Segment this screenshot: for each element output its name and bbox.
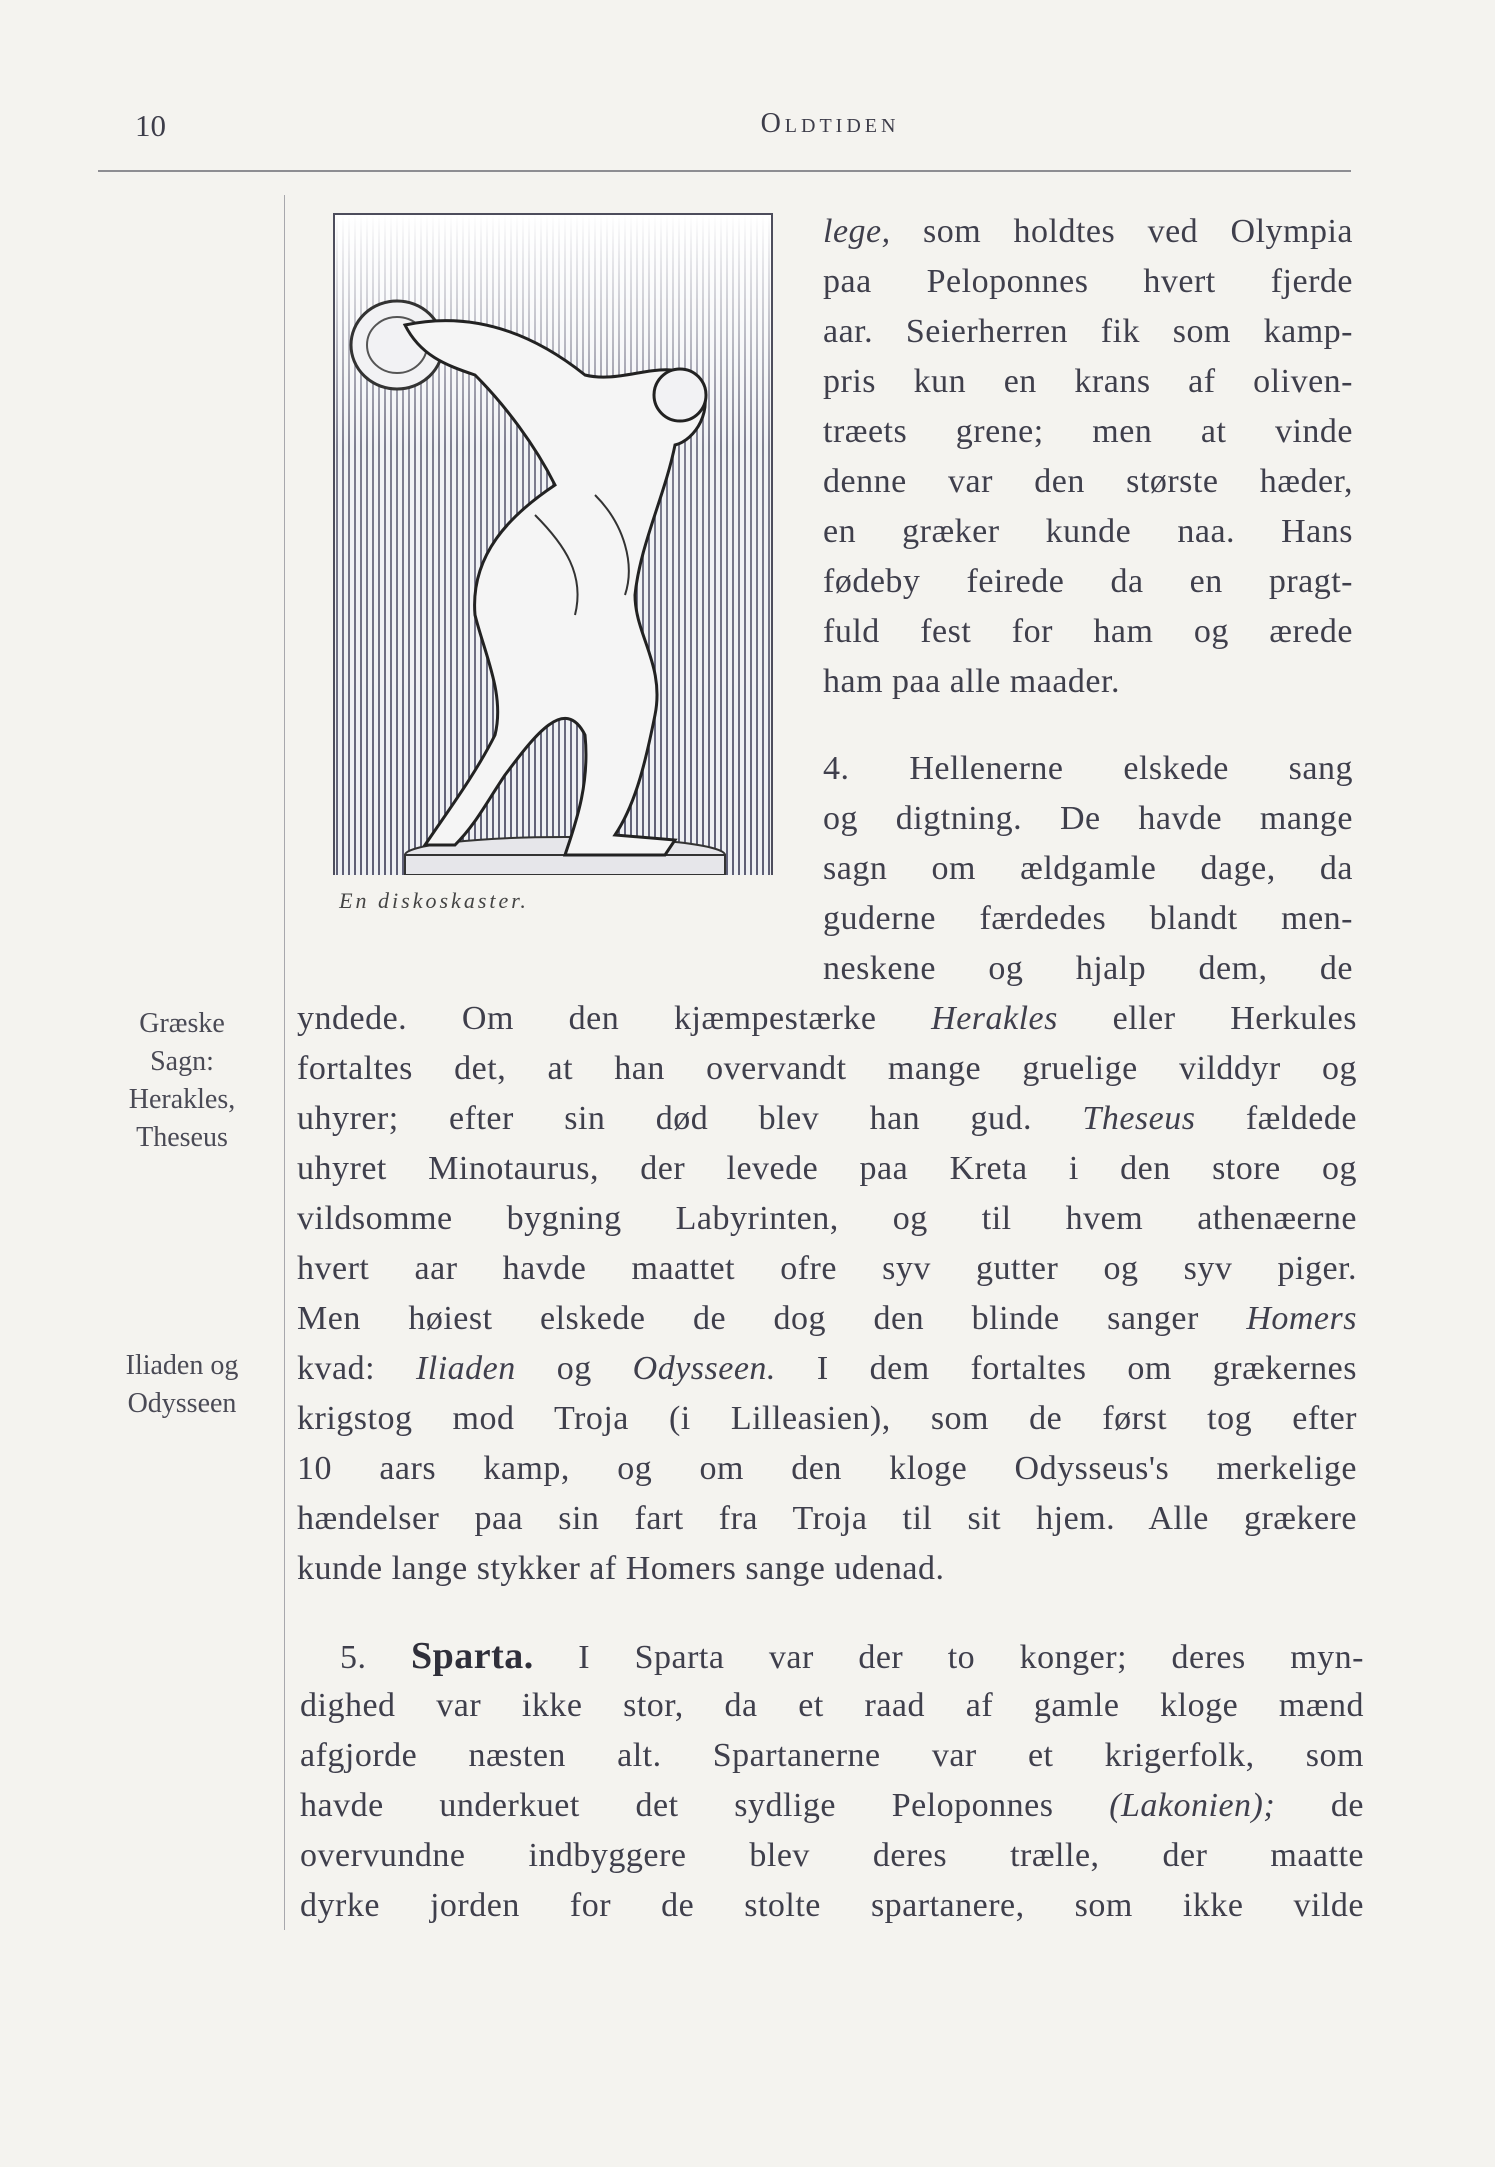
text-line: hændelser paa sin fart fra Troja til sit hjem. Alle grækere xyxy=(297,1500,1357,1537)
text-line: hvert aar havde maattet ofre syv gutter og syv piger. xyxy=(297,1250,1357,1287)
text-line xyxy=(823,207,1353,257)
text-line: ham paa alle maader. xyxy=(823,663,1120,700)
side-note-line: Odysseen xyxy=(127,1388,237,1419)
side-note-herakles-theseus xyxy=(97,1005,267,1157)
italic-word: Homers xyxy=(1246,1300,1357,1337)
section-heading: Sparta. xyxy=(411,1635,534,1677)
text-line: en græker kunde naa. Hans xyxy=(823,513,1353,550)
italic-word: Odysseen. xyxy=(632,1350,776,1387)
side-note-iliaden-odysseen xyxy=(97,1347,267,1423)
side-note-line: Iliaden og xyxy=(125,1350,239,1381)
text-line: krigstog mod Troja (i Lilleasien), som de først tog efter xyxy=(297,1400,1357,1437)
margin-line xyxy=(284,195,285,1930)
text-line: kunde lange stykker af Homers sange udenad. xyxy=(297,1550,945,1587)
italic-word: lege, xyxy=(823,213,891,250)
side-note-line: Theseus xyxy=(136,1122,228,1153)
text-span: de xyxy=(1275,1787,1364,1824)
text-line: 4. Hellenerne elskede sang xyxy=(823,750,1353,787)
figure xyxy=(333,213,773,888)
text-span: 5. xyxy=(340,1639,411,1676)
text-line xyxy=(297,1344,1357,1394)
page-number: 10 xyxy=(135,108,166,143)
figure-frame xyxy=(333,213,773,875)
italic-word: Iliaden xyxy=(415,1350,516,1387)
text-line: dighed var ikke stor, da et raad af gamle kloge mænd xyxy=(300,1687,1364,1724)
running-head: Oldtiden xyxy=(760,108,900,139)
text-span: og xyxy=(515,1350,633,1387)
figure-caption-text: En diskoskaster. xyxy=(339,888,529,913)
text-line: vildsomme bygning Labyrinten, og til hvem athenæerne xyxy=(297,1200,1357,1237)
text-line: sagn om ældgamle dage, da xyxy=(823,850,1353,887)
text-span: Men høiest elskede de dog den blinde sanger xyxy=(297,1300,1247,1337)
italic-word: Herakles xyxy=(931,1000,1058,1037)
text-line: paa Peloponnes hvert fjerde xyxy=(823,263,1353,300)
text-line xyxy=(297,1094,1357,1144)
text-line: neskene og hjalp dem, de xyxy=(823,950,1353,987)
text-span: eller Herkules xyxy=(1057,1000,1357,1037)
text-span: fældede xyxy=(1195,1100,1357,1137)
side-note-line: Sagn: xyxy=(150,1046,214,1077)
text-span: I dem fortaltes om grækernes xyxy=(775,1350,1358,1387)
text-line: uhyret Minotaurus, der levede paa Kreta i den store og xyxy=(297,1150,1357,1187)
text-line: dyrke jorden for de stolte spartanere, som ikke vilde xyxy=(300,1887,1364,1924)
text-line xyxy=(300,1781,1364,1831)
text-line xyxy=(297,994,1357,1044)
text-line: guderne færdedes blandt men- xyxy=(823,900,1353,937)
italic-word: (Lakonien); xyxy=(1109,1787,1276,1824)
side-note-line: Græske xyxy=(139,1008,225,1039)
side-note-line: Herakles, xyxy=(128,1084,236,1115)
text-line: fortaltes det, at han overvandt mange gruelige vilddyr og xyxy=(297,1050,1357,1087)
text-line xyxy=(297,1294,1357,1344)
text-line: 10 aars kamp, og om den kloge Odysseus's merkelige xyxy=(297,1450,1357,1487)
text-line: fuld fest for ham og ærede xyxy=(823,613,1353,650)
text-line: træets grene; men at vinde xyxy=(823,413,1353,450)
discus-thrower-illustration xyxy=(335,215,771,875)
text-line: overvundne indbyggere blev deres trælle, der maatte xyxy=(300,1837,1364,1874)
text-span: havde underkuet det sydlige Peloponnes xyxy=(300,1787,1110,1824)
text-span: I Sparta var der to konger; deres myn- xyxy=(533,1639,1365,1676)
text-span: kvad: xyxy=(297,1350,416,1387)
text-line xyxy=(340,1631,1364,1683)
text-line: og digtning. De havde mange xyxy=(823,800,1353,837)
text-line: aar. Seierherren fik som kamp- xyxy=(823,313,1353,350)
italic-word: Theseus xyxy=(1082,1100,1196,1137)
text-span: uhyrer; efter sin død blev han gud. xyxy=(297,1100,1083,1137)
text-line: fødeby feirede da en pragt- xyxy=(823,563,1353,600)
text-span: yndede. Om den kjæmpestærke xyxy=(297,1000,932,1037)
text-line: denne var den største hæder, xyxy=(823,463,1353,500)
text-line: pris kun en krans af oliven- xyxy=(823,363,1353,400)
text-line: afgjorde næsten alt. Spartanerne var et krigerfolk, som xyxy=(300,1737,1364,1774)
header-rule xyxy=(98,170,1351,172)
text-span: som holdtes ved Olympia xyxy=(890,213,1353,250)
